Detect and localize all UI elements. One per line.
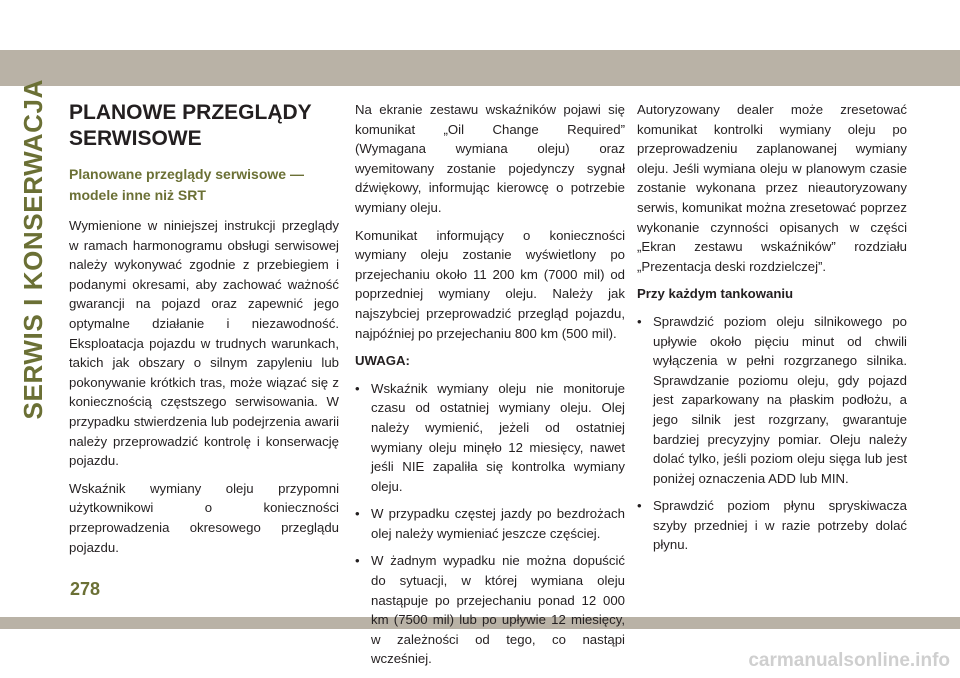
column-2	[355, 100, 625, 677]
page-title	[69, 100, 339, 152]
list-item	[355, 504, 625, 543]
bullet-icon: •	[355, 553, 360, 569]
bullet-icon: •	[355, 506, 360, 522]
list-item-text: W przypadku częstej jazdy po bezdrożach olej należy wymieniać jeszcze częściej.	[371, 506, 625, 541]
paragraph: Na ekranie zestawu wskaźników pojawi się komunikat „Oil Change Required” (Wymagana wymiana oleju) oraz wyemitowany zostanie pojedynczy sygnał dźwiękowy, informując kierowcę o potrzebie wymiany oleju.	[355, 102, 625, 215]
page-number: 278	[70, 579, 101, 599]
list-item	[355, 379, 625, 497]
page-title-line-2: SERWISOWE	[69, 127, 202, 150]
paragraph: Wskaźnik wymiany oleju przypomni użytkownikowi o konieczności przeprowadzenia okresowego przeglądu pojazdu.	[69, 480, 339, 555]
bullet-icon: •	[355, 380, 360, 396]
paragraph: Autoryzowany dealer może zresetować komunikat kontrolki wymiany oleju po przeprowadzeniu zaplanowanej wymiany oleju. Jeśli wymiana oleju w planowym czasie zostanie wykonana przez nieautoryzowany serwis, komunikat można zresetować poprzez wykonanie czynności opisanych w części „Ekran zestawu wskaźników” rozdziału „Prezentacja deski rozdzielczej”.	[637, 102, 907, 274]
bullet-icon: •	[637, 313, 642, 329]
list-item	[637, 312, 907, 488]
section-subtitle-line-2: modele inne niż SRT	[69, 187, 206, 203]
header-band	[0, 50, 960, 86]
column-1	[69, 100, 339, 565]
list-item-text: W żadnym wypadku nie można dopuścić do sytuacji, w której wymiana oleju nastąpuje po przejechaniu ponad 12 000 km (7500 mil) lub po upływie 12 miesięcy, w zależności od tego, co nastąpi wcześniej.	[371, 553, 625, 667]
list-item	[355, 551, 625, 669]
watermark: carmanualsonline.info	[748, 650, 950, 671]
note-list	[355, 379, 625, 669]
subsection-heading: Przy każdym tankowaniu	[637, 286, 794, 302]
section-side-label	[8, 78, 58, 420]
bullet-icon: •	[637, 498, 642, 514]
column-3	[637, 100, 907, 563]
section-subtitle	[69, 164, 339, 206]
list-item-text: Sprawdzić poziom oleju silnikowego po upływie około pięciu minut od chwili wyłączenia w pełni rozgrzanego silnika. Sprawdzanie poziomu oleju, gdy pojazd jest zaparkowany na płaskim podłożu, a jego silnik jest rozgrzany, gwarantuje bardziej precyzyjny pomiar. Oleju należy dolać tylko, jeśli poziom oleju sięga lub jest poniżej oznaczenia ADD lub MIN.	[653, 313, 907, 486]
paragraph: Wymienione w niniejszej instrukcji przeglądy w ramach harmonogramu obsługi serwisowej należy wykonywać zgodnie z przebiegiem i podanymi okresami, aby zachować ważność gwarancji na pojazd oraz zapewnić jego optymalne działanie i niezawodność. Eksploatacja pojazdu w trudnych warunkach, takich jak obszary o silnym zapyleniu lub pokonywanie krótkich tras, może wiązać się z koniecznością częstszego serwisowania. W przypadku stwierdzenia lub podejrzenia awarii należy przeprowadzić kontrolę i konserwację pojazdu.	[69, 218, 339, 469]
list-item-text: Wskaźnik wymiany oleju nie monitoruje czasu od ostatniej wymiany oleju. Olej należy wymienić, jeżeli od ostatniej wymiany oleju minęło 12 miesięcy, nawet jeśli NIE zapaliła się kontrolka wymiany oleju.	[371, 380, 625, 494]
list-item	[637, 496, 907, 555]
page-title-line-1: PLANOWE PRZEGLĄDY	[69, 101, 312, 124]
list-item-text: Sprawdzić poziom płynu spryskiwacza szyby przedniej i w razie potrzeby dolać płynu.	[653, 498, 907, 553]
refuel-checklist	[637, 312, 907, 555]
section-subtitle-line-1: Planowane przeglądy serwisowe —	[69, 166, 304, 182]
section-side-label-text: SERWIS I KONSERWACJA	[17, 78, 48, 420]
note-heading: UWAGA:	[355, 353, 410, 369]
paragraph: Komunikat informujący o konieczności wymiany oleju zostanie wyświetlony po przejechaniu około 11 200 km (7000 mil) od poprzedniej wymiany oleju. Należy jak najszybciej przeprowadzić przegląd pojazdu, najpóźniej po przejechaniu 800 km (500 mil).	[355, 227, 625, 341]
